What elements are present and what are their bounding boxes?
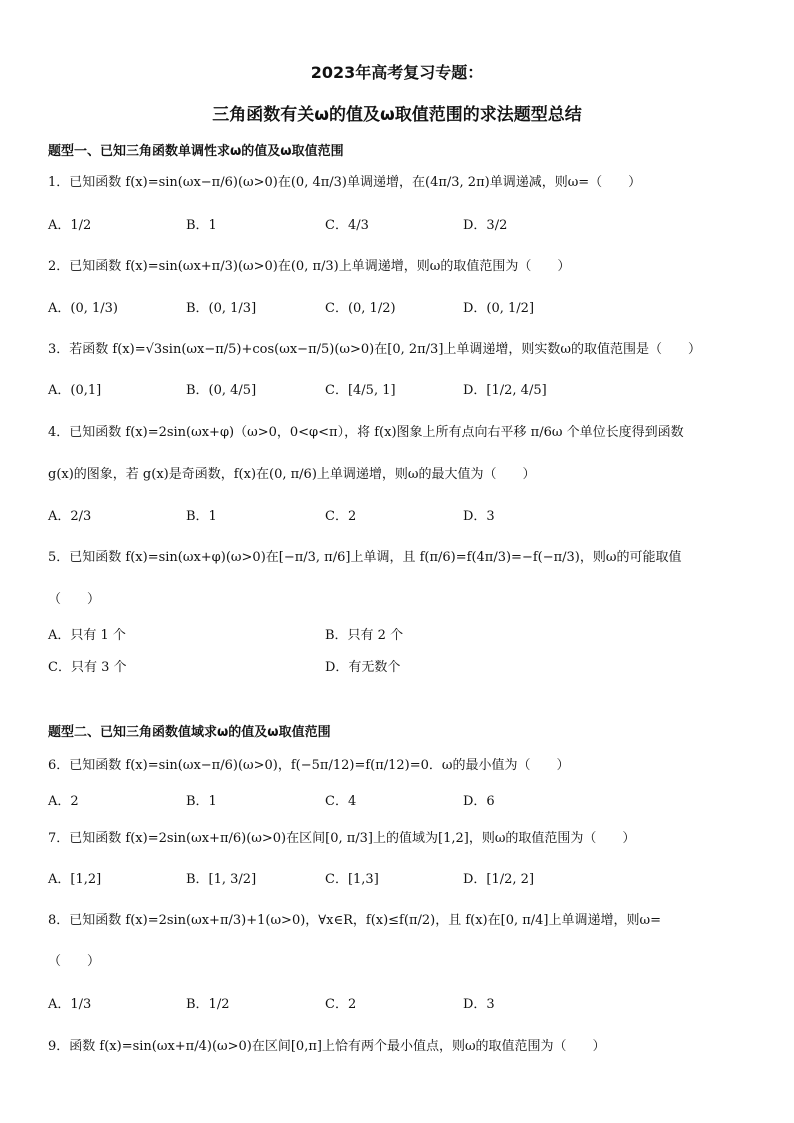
question-8-stem: 8．已知函数 f(x)=2sin(ωx+π/3)+1(ω>0)，∀x∈R，f(x)≤f(π/2)，且 f(x)在[0, π/4]上单调递增，则ω=	[48, 913, 661, 928]
question-4-option-d: D．3	[463, 509, 495, 524]
question-8-option-d: D．3	[463, 997, 495, 1012]
question-5-option-d: D．有无数个	[325, 660, 401, 675]
question-5-stem-continued: （ ）	[48, 592, 101, 607]
question-5-option-b: B．只有 2 个	[325, 628, 404, 643]
question-2-option-a: A．(0, 1/3)	[48, 301, 118, 316]
question-9-stem: 9．函数 f(x)=sin(ωx+π/4)(ω>0)在区间[0,π]上恰有两个最小值点，则ω的取值范围为（ ）	[48, 1039, 606, 1054]
question-7-option-b: B．[1, 3/2]	[186, 872, 257, 887]
question-8-option-b: B．1/2	[186, 997, 230, 1012]
question-1-stem: 1．已知函数 f(x)=sin(ωx−π/6)(ω>0)在(0, 4π/3)单调递增，在(4π/3, 2π)单调递减，则ω=（ ）	[48, 175, 642, 190]
question-1-option-a: A．1/2	[48, 218, 92, 233]
question-4-option-b: B．1	[186, 509, 217, 524]
section-heading-1: 题型一、已知三角函数单调性求ω的值及ω取值范围	[48, 144, 344, 159]
question-3-stem: 3．若函数 f(x)=√3sin(ωx−π/5)+cos(ωx−π/5)(ω>0)在[0, 2π/3]上单调递增，则实数ω的取值范围是（ ）	[48, 342, 701, 357]
question-2-stem: 2．已知函数 f(x)=sin(ωx+π/3)(ω>0)在(0, π/3)上单调递增，则ω的取值范围为（ ）	[48, 259, 571, 274]
question-4-stem: 4．已知函数 f(x)=2sin(ωx+φ)（ω>0，0<φ<π），将 f(x)图象上所有点向右平移 π/6ω 个单位长度得到函数	[48, 425, 684, 440]
question-8-option-c: C．2	[325, 997, 357, 1012]
question-6-option-a: A．2	[48, 794, 79, 809]
question-5-option-a: A．只有 1 个	[48, 628, 126, 643]
question-2-option-b: B．(0, 1/3]	[186, 301, 257, 316]
section-heading-2: 题型二、已知三角函数值域求ω的值及ω取值范围	[48, 725, 331, 740]
question-3-option-b: B．(0, 4/5]	[186, 383, 257, 398]
question-2-option-c: C．(0, 1/2)	[325, 301, 396, 316]
question-4-stem-continued: g(x)的图象，若 g(x)是奇函数，f(x)在(0, π/6)上单调递增，则ω的最大值为（ ）	[48, 467, 536, 482]
question-8-option-a: A．1/3	[48, 997, 92, 1012]
question-7-stem: 7．已知函数 f(x)=2sin(ωx+π/6)(ω>0)在区间[0, π/3]上的值域为[1,2]，则ω的取值范围为（ ）	[48, 831, 636, 846]
question-6-option-b: B．1	[186, 794, 217, 809]
question-6-option-c: C．4	[325, 794, 357, 809]
question-4-option-c: C．2	[325, 509, 357, 524]
question-7-option-c: C．[1,3]	[325, 872, 379, 887]
question-1-option-b: B．1	[186, 218, 217, 233]
question-6-option-d: D．6	[463, 794, 495, 809]
question-1-option-d: D．3/2	[463, 218, 508, 233]
question-6-stem: 6．已知函数 f(x)=sin(ωx−π/6)(ω>0)，f(−5π/12)=f(π/12)=0．ω的最小值为（ ）	[48, 758, 570, 773]
question-2-option-d: D．(0, 1/2]	[463, 301, 535, 316]
question-1-option-c: C．4/3	[325, 218, 369, 233]
question-4-option-a: A．2/3	[48, 509, 92, 524]
question-8-stem-continued: （ ）	[48, 954, 101, 969]
question-7-option-d: D．[1/2, 2]	[463, 872, 535, 887]
question-3-option-a: A．(0,1]	[48, 383, 102, 398]
question-5-option-c: C．只有 3 个	[48, 660, 127, 675]
question-3-option-d: D．[1/2, 4/5]	[463, 383, 547, 398]
question-7-option-a: A．[1,2]	[48, 872, 102, 887]
question-3-option-c: C．[4/5, 1]	[325, 383, 396, 398]
document-title: 2023年高考复习专题：	[310, 63, 484, 82]
document-subtitle: 三角函数有关ω的值及ω取值范围的求法题型总结	[212, 105, 582, 125]
question-5-stem: 5．已知函数 f(x)=sin(ωx+φ)(ω>0)在[−π/3, π/6]上单调，且 f(π/6)=f(4π/3)=−f(−π/3)，则ω的可能取值	[48, 550, 682, 565]
